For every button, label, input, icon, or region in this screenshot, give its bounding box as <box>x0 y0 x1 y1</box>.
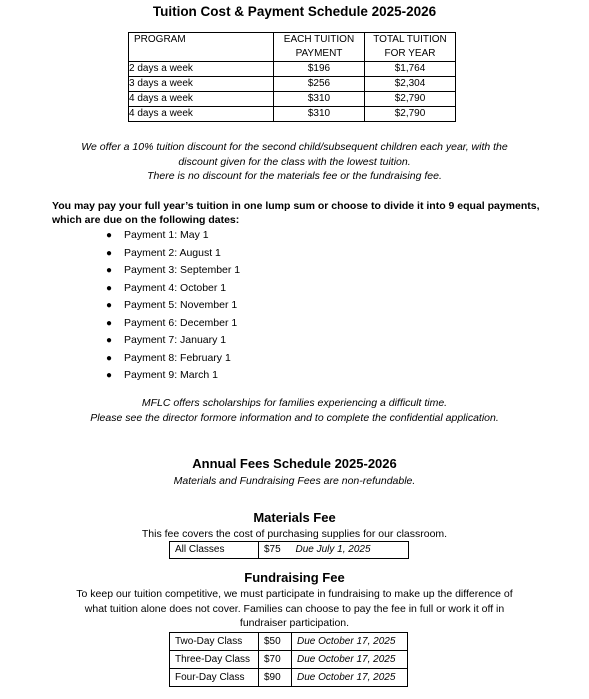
list-item <box>106 262 240 280</box>
total-cell: $2,790 <box>365 92 456 107</box>
fee-due-cell: Due October 17, 2025 <box>292 669 408 687</box>
payment-date: Payment 8: February 1 <box>124 351 231 364</box>
list-item <box>106 297 240 315</box>
payment-intro-line: which are due on the following dates: <box>52 214 240 226</box>
program-cell: 3 days a week <box>129 77 274 92</box>
header-total-line2: FOR YEAR <box>384 48 436 59</box>
materials-fee-table <box>169 541 409 559</box>
table-row <box>170 669 408 687</box>
fee-due-cell: Due October 17, 2025 <box>292 651 408 669</box>
list-item <box>106 315 240 333</box>
fundraising-fee-title: Fundraising Fee <box>244 570 345 585</box>
payment-cell: $256 <box>274 77 365 92</box>
fee-class-cell: All Classes <box>170 542 259 559</box>
table-row <box>129 62 456 77</box>
bullet-icon: ● <box>106 247 113 259</box>
bullet-icon: ● <box>106 335 113 346</box>
annual-fees-subtitle: Materials and Fundraising Fees are non-refundable. <box>173 475 416 487</box>
total-cell: $1,764 <box>365 62 456 77</box>
header-payment-line2: PAYMENT <box>295 48 343 59</box>
table-row <box>170 651 408 669</box>
header-program: PROGRAM <box>129 33 274 62</box>
payment-date: Payment 6: December 1 <box>124 316 238 329</box>
bullet-icon: ● <box>106 282 113 294</box>
bullet-icon: ● <box>106 317 113 329</box>
header-total-line1: TOTAL TUITION <box>373 34 447 45</box>
payment-cell: $196 <box>274 62 365 77</box>
fundraising-line: To keep our tuition competitive, we must participate in fundraising to make up the difference of <box>76 588 513 600</box>
bullet-icon: ● <box>106 370 113 381</box>
table-row <box>129 107 456 122</box>
list-item <box>106 367 240 385</box>
materials-fee-title: Materials Fee <box>253 510 336 525</box>
materials-fee-description: This fee covers the cost of purchasing supplies for our classroom. <box>141 528 448 540</box>
header-payment-line1: EACH TUITION <box>283 34 355 45</box>
table-row <box>129 77 456 92</box>
payment-list <box>106 227 240 385</box>
program-cell: 4 days a week <box>129 107 274 122</box>
fee-due-cell: Due October 17, 2025 <box>292 633 408 651</box>
header-payment <box>274 33 365 62</box>
tuition-table-header <box>129 33 456 62</box>
total-cell: $2,304 <box>365 77 456 92</box>
discount-line: We offer a 10% tuition discount for the second child/subsequent children each year, with the <box>81 141 508 153</box>
fundraising-fee-table <box>169 632 408 687</box>
list-item <box>106 227 240 245</box>
fee-due-date: Due July 1, 2025 <box>295 544 371 555</box>
bullet-icon: ● <box>106 352 113 364</box>
bullet-icon: ● <box>106 265 113 276</box>
bullet-icon: ● <box>106 300 113 311</box>
tuition-table <box>128 32 456 122</box>
table-row <box>170 542 409 559</box>
annual-fees-title: Annual Fees Schedule 2025-2026 <box>192 456 397 471</box>
payment-date: Payment 5: November 1 <box>124 299 238 311</box>
scholarship-line: MFLC offers scholarships for families experiencing a difficult time. <box>141 397 448 409</box>
table-row <box>129 92 456 107</box>
fee-class-cell: Two-Day Class <box>170 633 259 651</box>
payment-date: Payment 4: October 1 <box>124 281 227 294</box>
fee-amount-cell: $90 <box>259 669 292 687</box>
list-item <box>106 332 240 350</box>
fundraising-line: fundraiser participation. <box>239 617 350 629</box>
payment-intro-line: You may pay your full year’s tuition in one lump sum or choose to divide it into 9 equal payments, <box>52 200 540 212</box>
list-item <box>106 245 240 263</box>
table-row <box>170 633 408 651</box>
payment-intro <box>52 199 552 227</box>
program-cell: 4 days a week <box>129 92 274 107</box>
scholarship-note <box>0 396 589 425</box>
list-item <box>106 280 240 298</box>
fee-class-cell: Four-Day Class <box>170 669 259 687</box>
fee-amount-cell: $50 <box>259 633 292 651</box>
fee-amount-due-cell <box>259 542 409 559</box>
total-cell: $2,790 <box>365 107 456 122</box>
header-total <box>365 33 456 62</box>
payment-date: Payment 1: May 1 <box>124 229 209 241</box>
fee-amount: $75 <box>264 544 281 555</box>
payment-date: Payment 2: August 1 <box>124 246 221 259</box>
payment-cell: $310 <box>274 107 365 122</box>
payment-cell: $310 <box>274 92 365 107</box>
program-cell: 2 days a week <box>129 62 274 77</box>
fundraising-line: what tuition alone does not cover. Families can choose to pay the fee in full or work it off in <box>84 602 505 615</box>
payment-date: Payment 3: September 1 <box>124 264 241 276</box>
payment-date: Payment 9: March 1 <box>124 369 218 381</box>
bullet-icon: ● <box>106 230 113 241</box>
list-item <box>106 350 240 368</box>
fee-amount-cell: $70 <box>259 651 292 669</box>
page-title: Tuition Cost & Payment Schedule 2025-2026 <box>152 4 437 19</box>
discount-line: discount given for the class with the lowest tuition. <box>178 155 411 168</box>
discount-note <box>0 140 589 184</box>
payment-date: Payment 7: January 1 <box>124 334 227 346</box>
fundraising-fee-description <box>0 587 589 631</box>
fee-class-cell: Three-Day Class <box>170 651 259 669</box>
scholarship-line: Please see the director formore information and to complete the confidential application. <box>90 411 499 424</box>
discount-line: There is no discount for the materials fee or the fundraising fee. <box>147 170 442 182</box>
